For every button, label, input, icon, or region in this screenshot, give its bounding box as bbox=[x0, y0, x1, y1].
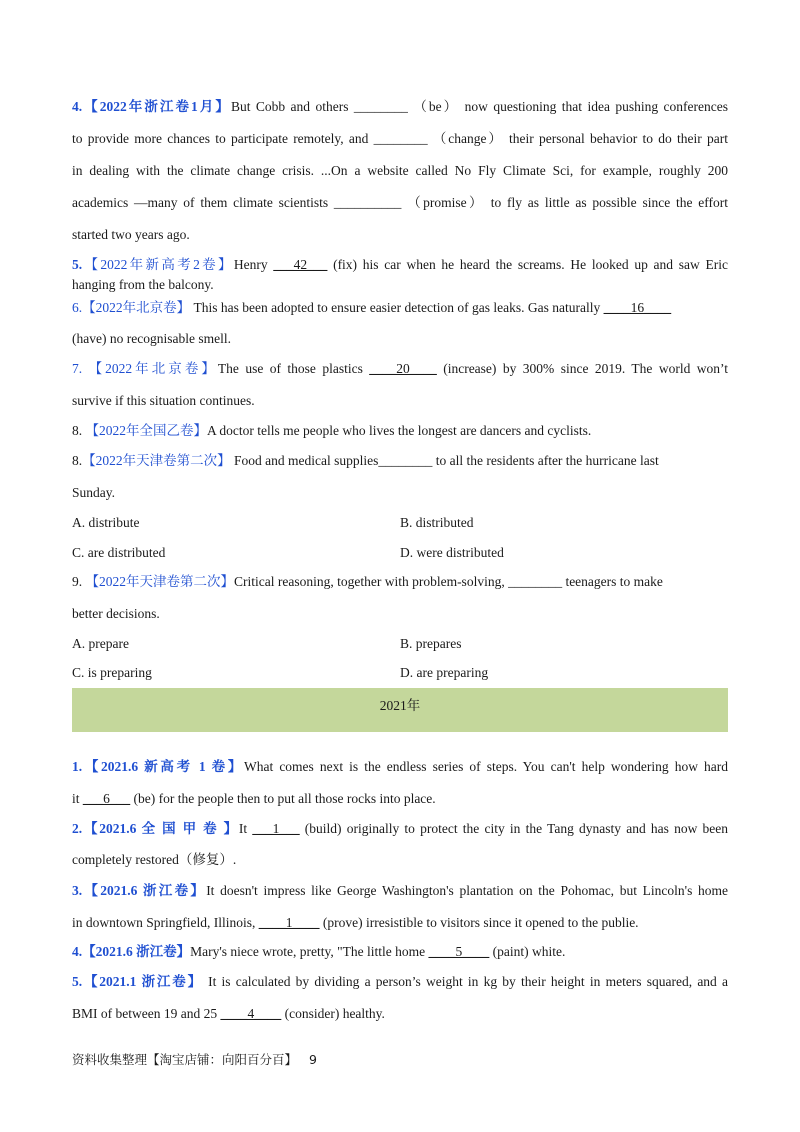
q9-2022-line2 bbox=[72, 605, 728, 623]
option-a: A. prepare bbox=[72, 636, 129, 651]
question-text: Critical reasoning, together with problem-solving, ________ teenagers to make bbox=[234, 574, 663, 589]
question-number: 1. bbox=[72, 759, 83, 774]
q1-2021-line2 bbox=[72, 790, 728, 808]
question-source-tag: 【2022年浙江卷1月】 bbox=[82, 99, 231, 114]
question-text: It is calculated by dividing a person’s weight in kg by their height in meters squared, and a bbox=[202, 974, 729, 989]
option-a: A. distribute bbox=[72, 515, 140, 530]
question-source-tag: 【2021.6 浙江卷】 bbox=[82, 883, 207, 898]
question-text: academics —many of them climate scientists __________ （promise） to fly as little as possible since the effort bbox=[72, 195, 728, 210]
q8b-2022-line1 bbox=[72, 452, 728, 470]
section-header-2021 bbox=[72, 688, 728, 732]
q5-2021-line1 bbox=[72, 973, 728, 991]
answer-blank: ____5____ bbox=[428, 944, 490, 959]
option-b: B. distributed bbox=[400, 515, 474, 530]
answer-blank: ____4____ bbox=[220, 1006, 282, 1021]
answer-blank: ____16____ bbox=[603, 300, 672, 315]
q9-2022-line1 bbox=[72, 573, 728, 591]
question-source-tag: 【2022年北京卷】 bbox=[82, 300, 191, 315]
question-source-tag: 【2021.6 新高考 1 卷】 bbox=[82, 759, 245, 774]
page-number: 9 bbox=[308, 1052, 317, 1067]
question-number: 9. bbox=[72, 574, 83, 589]
question-source-tag: 【2022年全国乙卷】 bbox=[85, 423, 207, 438]
question-number: 4. bbox=[72, 944, 83, 959]
q4-2022-line2 bbox=[72, 130, 728, 148]
question-text: Food and medical supplies________ to all the residents after the hurricane last bbox=[230, 453, 659, 468]
question-text: (build) originally to protect the city in the Tang dynasty and has now been bbox=[299, 821, 728, 836]
question-text: Henry bbox=[233, 257, 274, 272]
q4-2021-line1 bbox=[72, 943, 728, 961]
question-text: (paint) white. bbox=[489, 944, 566, 959]
question-source-tag: 【2021.6 全 国 甲 卷 】 bbox=[82, 821, 239, 836]
q8a-2022-line1 bbox=[72, 422, 728, 440]
q5-2022-line2 bbox=[72, 276, 728, 294]
question-text: (be) for the people then to put all those rocks into place. bbox=[130, 791, 436, 806]
question-text: It bbox=[238, 821, 253, 836]
question-text: in dealing with the climate change crisis. ...On a website called No Fly Climate Sci, for example, roughly 200 bbox=[72, 163, 728, 178]
answer-blank: ___1___ bbox=[252, 821, 300, 836]
question-number: 2. bbox=[72, 821, 83, 836]
q4-2022-line1 bbox=[72, 98, 728, 116]
question-text: Mary's niece wrote, pretty, "The little home bbox=[190, 944, 429, 959]
question-number: 8. bbox=[72, 453, 83, 468]
q4-2022-line3 bbox=[72, 162, 728, 180]
question-text: The use of those plastics bbox=[217, 361, 370, 376]
q1-2021-line1 bbox=[72, 758, 728, 776]
question-text: completely restored（修复）. bbox=[72, 852, 237, 867]
question-text: Sunday. bbox=[72, 485, 115, 500]
question-text: better decisions. bbox=[72, 606, 160, 621]
page-footer bbox=[72, 1050, 317, 1068]
question-source-tag: 【2022年北京卷】 bbox=[88, 361, 218, 376]
question-text: hanging from the balcony. bbox=[72, 277, 214, 292]
q4-2022-line5 bbox=[72, 226, 728, 244]
question-source-tag: 【2022年天津卷第二次】 bbox=[85, 574, 234, 589]
question-source-tag: 【2021.1 浙江卷】 bbox=[82, 974, 203, 989]
option-c: C. is preparing bbox=[72, 665, 152, 680]
question-text: What comes next is the endless series of steps. You can't help wondering how hard bbox=[244, 759, 729, 774]
question-number: 4. bbox=[72, 99, 83, 114]
question-text: it bbox=[72, 791, 83, 806]
option-c: C. are distributed bbox=[72, 545, 166, 560]
question-text: in downtown Springfield, Illinois, bbox=[72, 915, 259, 930]
q7-2022-line1 bbox=[72, 360, 728, 378]
q2-2021-line2 bbox=[72, 851, 728, 869]
answer-blank: ___42___ bbox=[273, 257, 328, 272]
option-d: D. are preparing bbox=[400, 665, 489, 680]
question-text: But Cobb and others ________ （be） now questioning that idea pushing conferences bbox=[230, 99, 729, 114]
question-number: 3. bbox=[72, 883, 83, 898]
footer-text: 资料收集整理【淘宝店铺：向阳百分百】 bbox=[72, 1052, 298, 1067]
q2-2021-line1 bbox=[72, 820, 728, 838]
option-b: B. prepares bbox=[400, 636, 462, 651]
question-source-tag: 【2022年新高考2卷】 bbox=[82, 257, 234, 272]
question-number: 7. bbox=[72, 361, 83, 376]
question-text: (fix) his car when he heard the screams. He looked up and saw Eric bbox=[327, 257, 728, 272]
question-text: This has been adopted to ensure easier detection of gas leaks. Gas naturally bbox=[190, 300, 604, 315]
q4-2022-line4 bbox=[72, 194, 728, 212]
q5-2022-line1 bbox=[72, 256, 728, 274]
question-text: (consider) healthy. bbox=[281, 1006, 385, 1021]
q5-2021-line2 bbox=[72, 1005, 728, 1023]
question-text: (have) no recognisable smell. bbox=[72, 331, 231, 346]
question-text: (prove) irresistible to visitors since it opened to the publie. bbox=[319, 915, 639, 930]
question-source-tag: 【2021.6 浙江卷】 bbox=[82, 944, 191, 959]
question-text: to provide more chances to participate remotely, and ________ （change） their personal behavior to do their part bbox=[72, 131, 728, 146]
answer-blank: ____1____ bbox=[258, 915, 320, 930]
question-number: 6. bbox=[72, 300, 83, 315]
answer-blank: ___6___ bbox=[82, 791, 131, 806]
q6-2022-line1 bbox=[72, 299, 728, 317]
question-number: 5. bbox=[72, 257, 83, 272]
question-text: It doesn't impress like George Washington's plantation on the Pohomac, but Lincoln's home bbox=[206, 883, 728, 898]
question-text: (increase) by 300% since 2019. The world won’t bbox=[436, 361, 729, 376]
answer-blank: ____20____ bbox=[369, 361, 437, 376]
q7-2022-line2 bbox=[72, 392, 728, 410]
section-title: 2021年 bbox=[379, 698, 421, 713]
question-text: BMI of between 19 and 25 bbox=[72, 1006, 221, 1021]
question-text: started two years ago. bbox=[72, 227, 190, 242]
question-number: 5. bbox=[72, 974, 83, 989]
q3-2021-line1 bbox=[72, 882, 728, 900]
question-text: survive if this situation continues. bbox=[72, 393, 255, 408]
question-source-tag: 【2022年天津卷第二次】 bbox=[82, 453, 231, 468]
q3-2021-line2 bbox=[72, 914, 728, 932]
question-text: A doctor tells me people who lives the longest are dancers and cyclists. bbox=[207, 423, 592, 438]
question-number: 8. bbox=[72, 423, 83, 438]
q8b-2022-line2 bbox=[72, 484, 728, 502]
option-d: D. were distributed bbox=[400, 545, 504, 560]
q6-2022-line2 bbox=[72, 330, 728, 348]
